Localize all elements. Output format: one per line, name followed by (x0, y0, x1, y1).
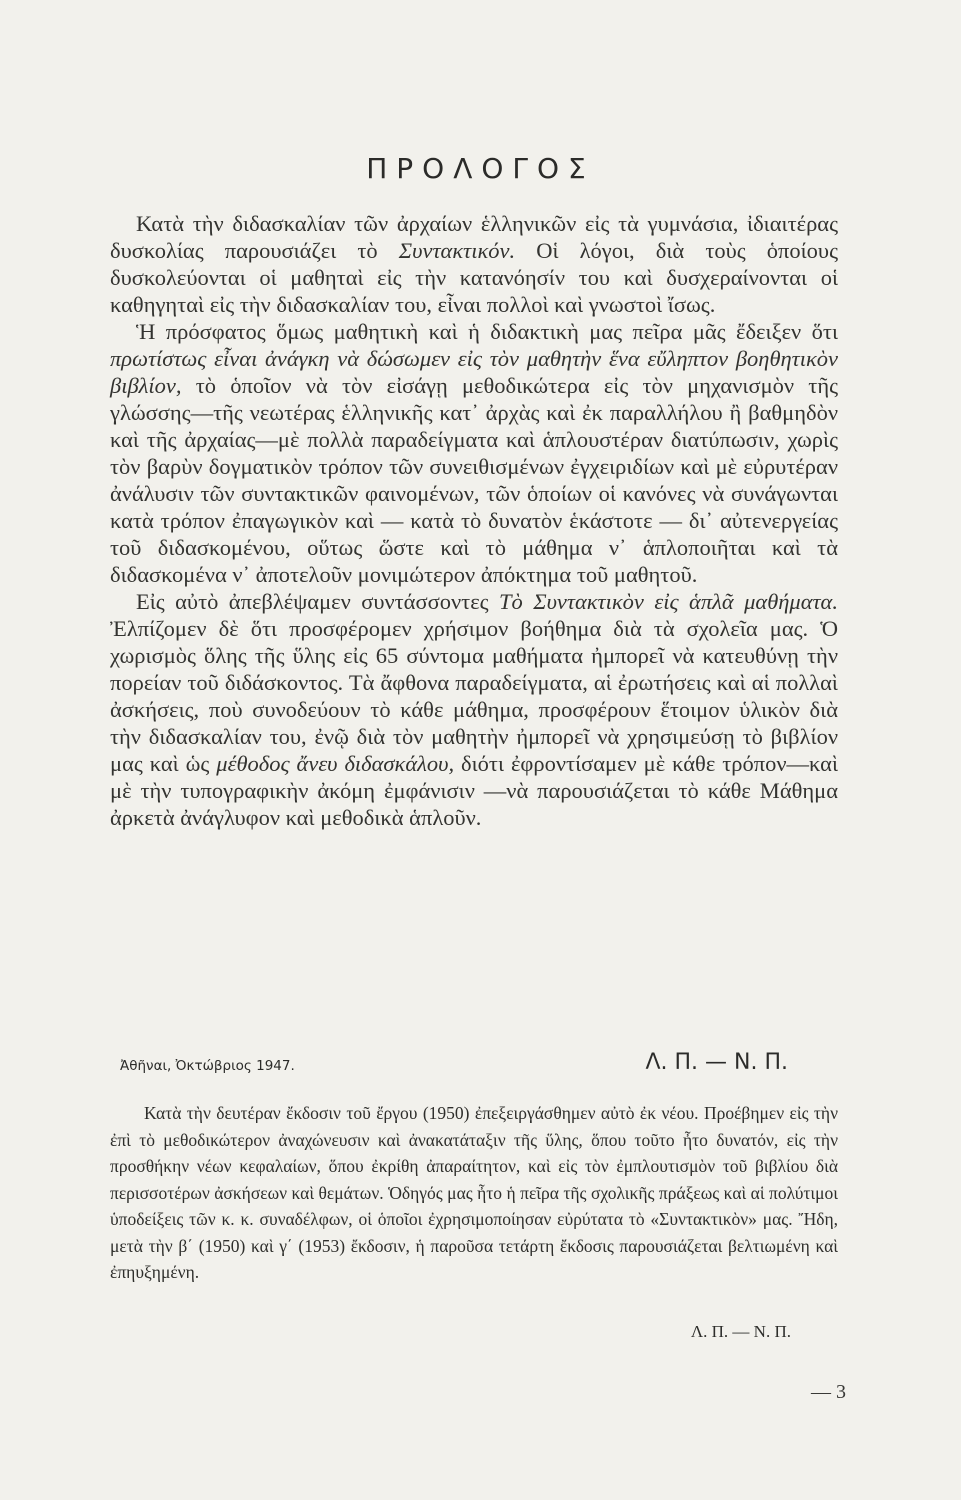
emphasized-text: Συντακτικόν. (398, 238, 516, 263)
second-edition-note (110, 1100, 838, 1286)
prologue-text (110, 210, 838, 831)
text-run: Κατὰ τὴν διδασκαλίαν τῶν ἀρχαίων ἑλληνικῶν εἰς τὰ γυμνάσια, ἰδιαιτέρας δυσκολίας παρουσιάζει τὸ (110, 211, 838, 263)
text-run: διότι ἐφροντίσαμεν μὲ κάθε τρόπον—καὶ μὲ τὴν τυπογραφικὴν ἀκόμη ἐμφάνισιν —νὰ παρουσιάζεται τὸ κάθε Μάθημα ἀρκετὰ ἀνάγλυφον καὶ μεθοδικὰ ἁπλοῦν. (110, 751, 838, 830)
prologue-paragraph-2 (110, 318, 838, 588)
author-initials: Λ. Π. — Ν. Π. (645, 1050, 788, 1075)
signature-line (110, 1050, 838, 1080)
page-number: — 3 (811, 1381, 846, 1403)
prologue-paragraph-1 (110, 210, 838, 318)
second-edition-initials: Λ. Π. — Ν. Π. (690, 1322, 791, 1341)
emphasized-text: μέθοδος ἄνευ διδασκάλου, (216, 751, 455, 776)
emphasized-text: Τὸ Συντακτικὸν εἰς ἁπλᾶ μαθήματα. (499, 589, 838, 614)
text-run: Ἡ πρόσφατος ὅμως μαθητικὴ καὶ ἡ διδακτικὴ μας πεῖρα μᾶς ἔδειξεν ὅτι (136, 319, 838, 344)
prologue-paragraph-3 (110, 588, 838, 831)
second-edition-paragraph: Κατὰ τὴν δευτέραν ἔκδοσιν τοῦ ἔργου (1950) ἐπεξειργάσθημεν αὐτὸ ἐκ νέου. Προέβημεν εἰς τὴν ἐπὶ τὸ μεθοδικώτερον ἀναχώνευσιν καὶ ἀνακατάταξιν τῆς ὕλης, ὅπου τοῦτο ἦτο δυνατόν, εἰς τὴν προσθήκην νέων κεφαλαίων, ὅπου ἐκρίθη ἀπαραίτητον, καὶ εἰς τὸν ἐμπλουτισμὸν τοῦ βιβλίου διὰ περισσοτέρων ἀσκήσεων καὶ θεμάτων. Ὁδηγός μας ἦτο ἡ πεῖρα τῆς σχολικῆς πράξεως καὶ αἱ πολύτιμοι ὑποδείξεις τῶν κ. κ. συναδέλφων, οἱ ὁποῖοι ἐχρησιμοποίησαν εὐρύτατα τὸ «Συντακτικὸν» μας. Ἤδη, μετὰ τὴν β΄ (1950) καὶ γ΄ (1953) ἔκδοσιν, ἡ παροῦσα τετάρτη ἔκδοσις παρουσιάζεται βελτιωμένη καὶ ἐπηυξημένη. (110, 1103, 838, 1282)
text-run: τὸ ὁποῖον νὰ τὸν εἰσάγῃ μεθοδικώτερα εἰς τὸν μηχανισμὸν τῆς γλώσσης—τῆς νεωτέρας ἑλληνικῆς κατ᾽ ἀρχὰς καὶ ἐκ παραλλήλου ἢ βαθμηδὸν καὶ τῆς ἀρχαίας—μὲ πολλὰ παραδείγματα καὶ ἁπλουστέραν διατύπωσιν, χωρὶς τὸν βαρὺν δογματικὸν τρόπον τῶν συνειθισμένων ἐγχειριδίων καὶ μὲ εὐρυτέραν ἀνάλυσιν τῶν συντακτικῶν φαινομένων, τῶν ὁποίων οἱ κανόνες νὰ συνάγωνται κατὰ τρόπον ἐπαγωγικὸν καὶ — κατὰ τὸ δυνατὸν ἑκάστοτε — δι᾽ αὐτενεργείας τοῦ διδασκομένου, οὕτως ὥστε καὶ τὸ μάθημα ν᾽ ἁπλοποιῆται καὶ τὰ διδασκομένα ν᾽ ἀποτελοῦν μονιμώτερον ἀπόκτημα τοῦ μαθητοῦ. (110, 373, 838, 587)
page-title: ΠΡΟΛΟΓΟΣ (366, 152, 595, 185)
text-run: Οἱ λόγοι, διὰ τοὺς ὁποίους δυσκολεύονται οἱ μαθηταὶ εἰς τὴν κατανόησίν του καὶ δυσχεραίνονται οἱ καθηγηταὶ εἰς τὴν διδασκαλίαν του, εἶναι πολλοὶ καὶ γνωστοὶ ἴσως. (110, 238, 838, 317)
place-date: Ἀθῆναι, Ὀκτώβριος 1947. (120, 1058, 295, 1074)
text-run: Εἰς αὐτὸ ἀπεβλέψαμεν συντάσσοντες (136, 589, 499, 614)
emphasized-text: πρωτίστως εἶναι ἀνάγκη νὰ δώσωμεν εἰς τὸν μαθητὴν ἕνα εὔληπτον βοηθητικὸν βιβλίον, (110, 346, 838, 398)
text-run: Ἐλπίζομεν δὲ ὅτι προσφέρομεν χρήσιμον βοήθημα διὰ τὰ σχολεῖα μας. Ὁ χωρισμὸς ὅλης τῆς ὕλης εἰς 65 σύντομα μαθήματα ἠμπορεῖ νὰ κατευθύνῃ τὴν πορείαν τοῦ διδάσκοντος. Τὰ ἄφθονα παραδείγματα, αἱ ἐρωτήσεις καὶ αἱ πολλαὶ ἀσκήσεις, ποὺ συνοδεύουν τὸ κάθε μάθημα, προσφέρουν ἕτοιμον ὑλικὸν διὰ τὴν διδασκαλίαν του, ἐνῷ διὰ τὸν μαθητὴν ἠμπορεῖ νὰ χρησιμεύσῃ τὸ βιβλίον μας καὶ ὡς (110, 616, 838, 776)
